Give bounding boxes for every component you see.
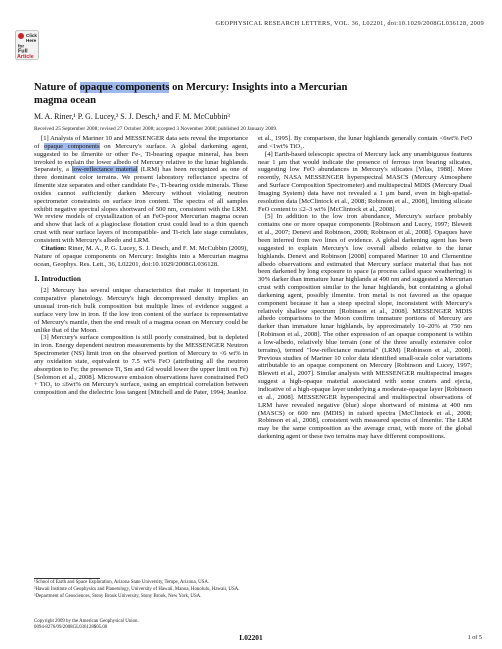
copyright-line-2: 0094-8276/09/2008GL036128$05.00 (34, 624, 108, 630)
full-article-link[interactable] (15, 30, 39, 60)
badge-text-5[interactable]: Article (17, 54, 34, 60)
abstract-text-3: (LRM) has been recognized as one of three dominant color terrains. We present laboratory reflectance spectra of ilmenite size separates and other candidate Fe-, Ti-bearing oxide minerals. These oxides cannot sufficiently darken Mercury without violating neutron spectrometer constraints on surface iron content. The spectra of all samples exhibit negative spectral slopes shortward of 500 nm, consistent with the LRM. We review models of crystallization of an FeO-poor Mercurian magma ocean and show that lack of a plagioclase flotation crust could lead to a thin quench crust with near surface layers of incompatible- and Ti-rich late stage cumulates, consistent with Mercury's albedo and LRM. (34, 166, 248, 244)
author-list: M. A. Riner,¹ P. G. Lucey,² S. J. Desch,¹ and F. M. McCubbin³ (34, 112, 230, 121)
para-2-text: Mercury has several unique characteristics that make it important in comparative planetology. Mercury's high decompressed density implies an unusual iron-rich bulk composition but multiple lines of evidence suggest a surface very low in iron. If the low iron content of the surface is representative of Mercury's mantle, then the end result of a magma ocean on Mercury could be unlike that of the Moon. (34, 287, 248, 334)
abstract-highlight-2: low-reflectance material (72, 166, 138, 174)
abstract-highlight-1: opaque components (44, 142, 100, 150)
click-here-icon[interactable] (15, 30, 39, 60)
para-4-num: [4] (265, 150, 273, 158)
paragraph-2 (34, 287, 248, 334)
para-5-num: [5] (265, 213, 273, 221)
footnote-3: ³Department of Geosciences, Stony Brook University, Stony Brook, New York, USA. (34, 594, 202, 600)
section-heading-introduction: 1. Introduction (34, 274, 81, 284)
footnote-1: ¹School of Earth and Space Exploration, Arizona State University, Tempe, Arizona, USA. (34, 580, 210, 585)
paragraph-5 (258, 213, 472, 440)
para-2-num: [2] (41, 287, 49, 295)
affiliation-footnotes (34, 580, 248, 601)
left-column (34, 135, 248, 397)
citation-text: Riner, M. A., P. G. Lucey, S. J. Desch, and F. M. McCubbin (2009), Nature of opaque components on Mercury: Insights into a Mercurian magma ocean, Geophys. Res. Lett., 36, L02201, doi:10.1029/2008GL036128. (34, 244, 248, 268)
abstract-para-num: [1] (41, 135, 49, 142)
badge-text-2[interactable]: Here (26, 38, 37, 43)
abstract-text-2: on Mercury's surface. A global darkening agent, suggested to be ilmenite or other Fe-, Ti-bearing opaque mineral, has been invoked to explain the lower albedo of Mercury relative to the lunar highlands. Separately, a (34, 142, 248, 174)
copyright-line-1: Copyright 2009 by the American Geophysical Union. (34, 619, 139, 624)
footnote-2: ²Hawaii Institute of Geophysics and Planetology, University of Hawaii, Manoa, Honolulu, Hawaii, USA. (34, 587, 240, 593)
paragraph-3-continued: et al., 1995]. By comparison, the lunar highlands generally contain <6wt% FeO and <1wt% TiO₂. (258, 135, 472, 150)
abstract-text-1: Analysis of Mariner 10 and MESSENGER data sets reveal the importance of (34, 135, 248, 150)
publication-dates: Received 25 September 2008; revised 27 October 2008; accepted 3 November 2008; published 20 January 2009. (34, 126, 278, 132)
abstract (34, 135, 248, 245)
para-5-text: In addition to the low iron abundance, Mercury's surface probably contains one or more opaque components [Robinson and Lucey, 1997; Blewett et al., 2007; Denevi and Robinson, 2008; Robinson et al., 2008]. Opaques have been inferred from two lines of evidence. A global darkening agent has been suggested to explain Mercury's low overall albedo relative to the lunar highlands. Denevi and Robinson [2008] compared Mariner 10 and Clementine albedo observations and estimated that Mercury surface material that has not been darkened by long exposure to space (a process called space weathering) is 30% darker than immature lunar highlands at 490 nm and suggested a Mercurian crust with composition similar to the lunar highlands, but containing a global darkening agent, possibly ilmenite. Iron metal is not favored as the opaque component because it has a steep spectral slope, inconsistent with Mercury's relatively shallow spectrum [Robinson et al., 2008]. MESSENGER MDIS albedo comparisons to the Moon confirm immature portions of Mercury are darker than immature lunar highlands, by approximately 10–20% at 750 nm [Robinson et al., 2008]. The other expression of an opaque component is within a low-albedo, relatively blue terrain (one of the three areally extensive color terrains), termed "low-reflectance material" (LRM) [Robinson et al., 2008]. Previous studies of Mariner 10 color data identified small-scale color variations attributable to an opaque component on Mercury [Robinson and Lucey, 1997; Blewett et al., 2007]. Similar analysis with MESSENGER multispectral images suggest a high-opaque material associated with some craters and ejecta, indicative of a high-opaque layer underlying a moderate-opaque layer [Robinson et al., 2008]. MESSENGER hyperspectral and multispectral observations of LRM have revealed negative (blue) slope shortward of minima at 400 nm (MASCS) or 600 nm (MDIS) in raised spectra [McClintock et al., 2008; Robinson et al., 2008], consistent with measured spectra of ilmenite. The LRM may be the same composition as the average crust, with more of the global darkening agent or these two terrains may have different compositions. (258, 213, 472, 441)
title-part-1: Nature of (34, 82, 80, 93)
badge-text-4[interactable]: Full (18, 48, 28, 55)
right-column (258, 135, 472, 441)
article-id: L02201 (239, 633, 263, 642)
title-highlight: opaque components (79, 82, 170, 93)
para-3-text: Mercury's surface composition is still poorly constrained, but is depleted in iron. Energy dependent neutron measurements by the MESSENGER Neutron Spectrometer (NS) limit iron on the observed portion of Mercury to <6 wt% in any oxidation state, equivalent to 7.5 wt% FeO (attributing all the neutron absorption to Fe; the presence Ti, Sm and Gd would lower the upper limit on Fe) [Solomon et al., 2008]. Microwave emission observations have constrained FeO + TiO₂ to ≤6wt% on Mercury's surface, using an empirical correlation between composition and the dielectric loss tangent [Mitchell and de Pater, 1994; Jeanloz (34, 334, 248, 397)
copyright-notice (34, 619, 248, 631)
badge-text-3[interactable]: for (18, 43, 25, 49)
para-3-num: [3] (41, 334, 49, 342)
running-head: GEOPHYSICAL RESEARCH LETTERS, VOL. 36, L02201, doi:10.1029/2008GL036128, 2009 (215, 20, 484, 27)
title-part-2: on Mercury: Insights into a Mercurian (169, 82, 348, 93)
badge-text-1[interactable]: Click (26, 33, 37, 38)
citation-label: Citation: (41, 244, 67, 252)
footnote-divider (34, 578, 100, 579)
para-4-text: Earth-based telescopic spectra of Mercury lack any unambiguous features near 1 μm that would indicate the presence of ferrous iron bearing silicates, suggesting low FeO abundances in Mercury's silicates [Vilas, 1988]. More recently, NASA MESSENGER hyperspectral MASCS (Mercury Atmosphere and Surface Composition Spectrometer) and multispectral MDIS (Mercury Dual Imaging System) data have not revealed a 1 μm band, even in high-spatial-resolution data [McClintock et al., 2008; Robinson et al., 2008], limiting silicate FeO content to ≤2–3 wt% [McClintock et al., 2008]. (258, 150, 472, 213)
page-number: 1 of 5 (467, 634, 482, 641)
article-title (34, 82, 394, 107)
citation (34, 245, 248, 269)
title-line-2: magma ocean (34, 94, 97, 106)
paragraph-4 (258, 151, 472, 214)
paragraph-3 (34, 334, 248, 397)
